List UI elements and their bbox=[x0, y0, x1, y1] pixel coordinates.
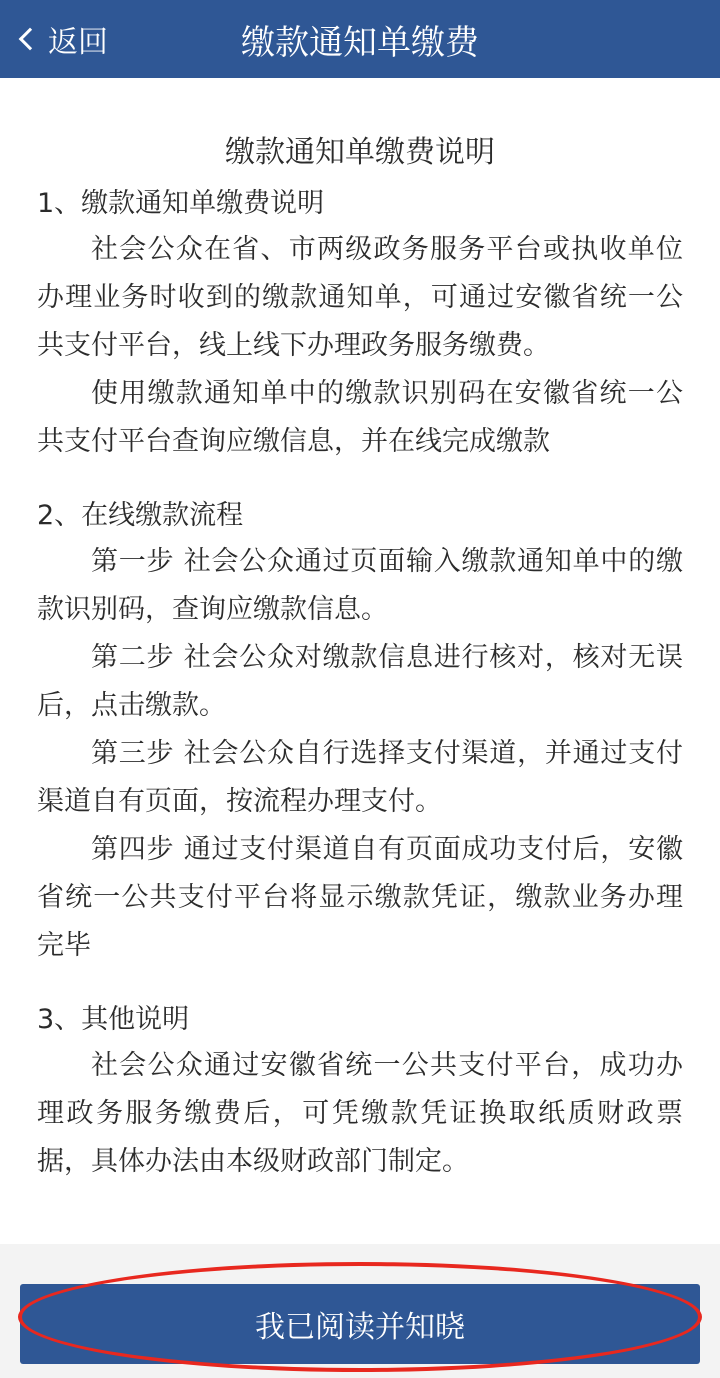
back-label: 返回 bbox=[48, 25, 108, 60]
page-title: 缴款通知单缴费 bbox=[241, 22, 479, 63]
header-bar bbox=[0, 0, 720, 78]
read-and-acknowledge-button[interactable]: 我已阅读并知晓 bbox=[20, 1284, 700, 1364]
section-online-payment-flow bbox=[37, 494, 683, 970]
section-other-notes bbox=[37, 998, 683, 1186]
back-button[interactable] bbox=[16, 0, 108, 78]
section-title: 2、在线缴款流程 bbox=[37, 500, 244, 531]
section-paragraph: 社会公众通过安徽省统一公共支付平台，成功办理政务服务缴费后，可凭缴款凭证换取纸质财政票据，具体办法由本级财政部门制定。 bbox=[37, 1050, 683, 1177]
chevron-left-icon bbox=[19, 28, 42, 51]
document-title: 缴款通知单缴费说明 bbox=[225, 135, 495, 170]
step-paragraph: 第三步 社会公众自行选择支付渠道，并通过支付渠道自有页面，按流程办理支付。 bbox=[37, 738, 683, 817]
step-paragraph: 第一步 社会公众通过页面输入缴款通知单中的缴款识别码，查询应缴款信息。 bbox=[37, 546, 683, 625]
section-paragraph: 社会公众在省、市两级政务服务平台或执收单位办理业务时收到的缴款通知单，可通过安徽省统一公共支付平台，线上线下办理政务服务缴费。 bbox=[37, 234, 683, 361]
section-payment-notice bbox=[37, 182, 683, 466]
step-paragraph: 第二步 社会公众对缴款信息进行核对，核对无误后，点击缴款。 bbox=[37, 642, 683, 721]
footer-bar bbox=[0, 1244, 720, 1378]
instructions-content bbox=[0, 78, 720, 1244]
step-paragraph: 第四步 通过支付渠道自有页面成功支付后，安徽省统一公共支付平台将显示缴款凭证，缴款业务办理完毕 bbox=[37, 834, 683, 961]
section-title: 3、其他说明 bbox=[37, 1004, 190, 1035]
section-title: 1、缴款通知单缴费说明 bbox=[37, 188, 325, 219]
section-paragraph: 使用缴款通知单中的缴款识别码在安徽省统一公共支付平台查询应缴信息，并在线完成缴款 bbox=[37, 378, 683, 457]
